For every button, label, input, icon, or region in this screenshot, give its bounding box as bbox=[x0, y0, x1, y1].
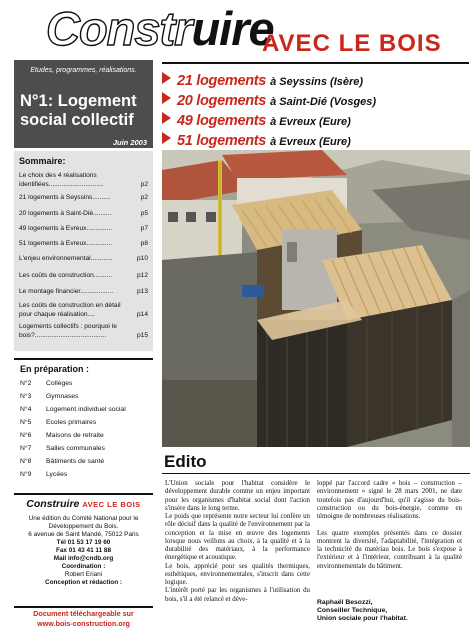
credits-address: 6 avenue de Saint Mandé, 75012 Paris bbox=[28, 531, 139, 538]
divider bbox=[14, 358, 153, 360]
headline-2: 20 logements à Saint-Dié (Vosges) bbox=[162, 92, 472, 112]
arrow-right-icon bbox=[162, 72, 171, 84]
credits-publisher-2: Développement du Bois. bbox=[48, 523, 119, 530]
headline-4: 51 logements à Evreux (Eure) bbox=[162, 132, 472, 152]
arrow-right-icon bbox=[162, 112, 171, 124]
credits-publisher: Une édition du Comité National pour le bbox=[28, 515, 139, 522]
credits-coordination-name: Robert Eriani bbox=[64, 571, 103, 578]
issue-studies: Etudes, programmes, réalisations. bbox=[30, 67, 137, 74]
upcoming-title: En préparation : bbox=[20, 364, 90, 374]
credits-fax: Fax 01 43 41 11 88 bbox=[55, 547, 112, 554]
toc-item[interactable]: Le choix des 4 réalisations identifiées.............................. p2 bbox=[19, 172, 148, 188]
credits bbox=[14, 493, 153, 600]
masthead-rule bbox=[162, 62, 469, 64]
download-link[interactable]: www.bois-construction.org bbox=[37, 619, 130, 628]
table-of-contents bbox=[14, 151, 153, 351]
download-note bbox=[14, 606, 153, 629]
masthead-subtitle: AVEC LE BOIS bbox=[262, 30, 442, 57]
arrow-right-icon bbox=[162, 92, 171, 104]
credits-conception-label: Conception et rédaction : bbox=[44, 579, 123, 586]
signature-role: Conseiller Technique, bbox=[317, 607, 388, 615]
toc-item[interactable]: Logements collectifs : pourquoi le bois?....................................... p15 bbox=[19, 323, 148, 339]
upcoming-item: N°6 Maisons de retraite bbox=[20, 432, 104, 439]
issue-date: Juin 2003 bbox=[112, 138, 147, 147]
toc-item[interactable]: Les coûts de construction en détail pour chaque réalisation.... p14 bbox=[19, 302, 148, 318]
download-text: Document téléchargeable sur bbox=[33, 609, 134, 618]
upcoming-item: N°9 Lycées bbox=[20, 471, 68, 478]
signature-name: Raphaël Besozzi, bbox=[317, 599, 373, 606]
toc-item[interactable]: 51 logements à Evreux.............. p8 bbox=[19, 240, 148, 247]
upcoming-item: N°8 Bâtiments de santé bbox=[20, 458, 105, 465]
toc-item[interactable]: Le montage financier.................. p13 bbox=[19, 288, 148, 295]
credits-phone: Tél 01 53 17 19 60 bbox=[56, 539, 111, 546]
toc-item[interactable]: 20 logements à Saint-Dié.......... p5 bbox=[19, 210, 148, 217]
edito-title: Edito bbox=[164, 452, 207, 471]
issue-block bbox=[14, 60, 153, 148]
divider bbox=[162, 473, 470, 474]
toc-item[interactable]: 21 logements à Seyssins.......... p2 bbox=[19, 194, 148, 201]
issue-title: N°1: Logement social collectif bbox=[20, 92, 137, 129]
upcoming-item: N°2 Collèges bbox=[20, 380, 73, 387]
edito-column-2: loppé par l'accord cadre « bois – construction – environnement » signé le 28 mars 2001, ne date toutefois pas d'aujourd'hui, qu'il s'agisse du bois-construction ou du bois-énergie, comme en témoigne de nombreuses réalisations. Les quatre exemples présentés dans ce dossier montrent la diversité, l'adaptabilité, l'intégration et la technicité du matériau bois. Le bois s'expose à l'extérieur et à l'intérieur, contribuant à la qualité environnementale du bâtiment. bbox=[317, 480, 462, 570]
divider bbox=[14, 493, 153, 495]
signature-org: Union sociale pour l'habitat. bbox=[317, 615, 408, 623]
toc-title: Sommaire: bbox=[19, 156, 66, 166]
upcoming-item: N°4 Logement individuel social bbox=[20, 406, 126, 413]
masthead-title bbox=[46, 0, 274, 58]
construction-site-photo bbox=[162, 150, 470, 447]
credits-email[interactable]: Mail info@cndb.org bbox=[53, 555, 114, 562]
toc-item[interactable]: 49 logements à Evreux.............. p7 bbox=[19, 225, 148, 232]
credits-brand: Construire AVEC LE BOIS bbox=[26, 498, 141, 510]
edito-signature bbox=[317, 599, 467, 624]
headline-1: 21 logements à Seyssins (Isère) bbox=[162, 72, 472, 92]
upcoming-item: N°3 Gymnases bbox=[20, 393, 79, 400]
credits-coordination-label: Coordination : bbox=[61, 563, 106, 570]
upcoming-item: N°7 Salles communales bbox=[20, 445, 105, 452]
arrow-right-icon bbox=[162, 132, 171, 144]
masthead-title-part2: uire bbox=[191, 2, 274, 55]
headline-3: 49 logements à Evreux (Eure) bbox=[162, 112, 472, 132]
upcoming-item: N°5 Ecoles primaires bbox=[20, 419, 97, 426]
toc-item[interactable]: Les coûts de construction.......... p12 bbox=[19, 272, 148, 279]
upcoming-issues bbox=[14, 358, 153, 486]
headlines bbox=[162, 72, 472, 152]
edito-column-1: L'Union sociale pour l'habitat considère le développement durable comme un enjeu important pour les organismes d'habitat social dont l'action s'insère dans le long terme. Le poids que représente notre secteur lui confère un rôle décisif dans la qualité de l'environnement par la conception et la mise en œuvre des logements lorsque nous veillons au choix, à la qualité et à la durabilité des matériaux, à la performance énergétique et acoustique. Le bois, apprécié pour ses qualités thermiques, esthétiques, environnementales, s'inscrit dans cette logique. L'intérêt porté par les organismes à l'utilisation du bois, s'il a été relancé et déve- bbox=[165, 480, 310, 603]
toc-item[interactable]: L'enjeu environnemental............ p10 bbox=[19, 255, 148, 262]
masthead-title-part1: Constr bbox=[46, 2, 192, 55]
